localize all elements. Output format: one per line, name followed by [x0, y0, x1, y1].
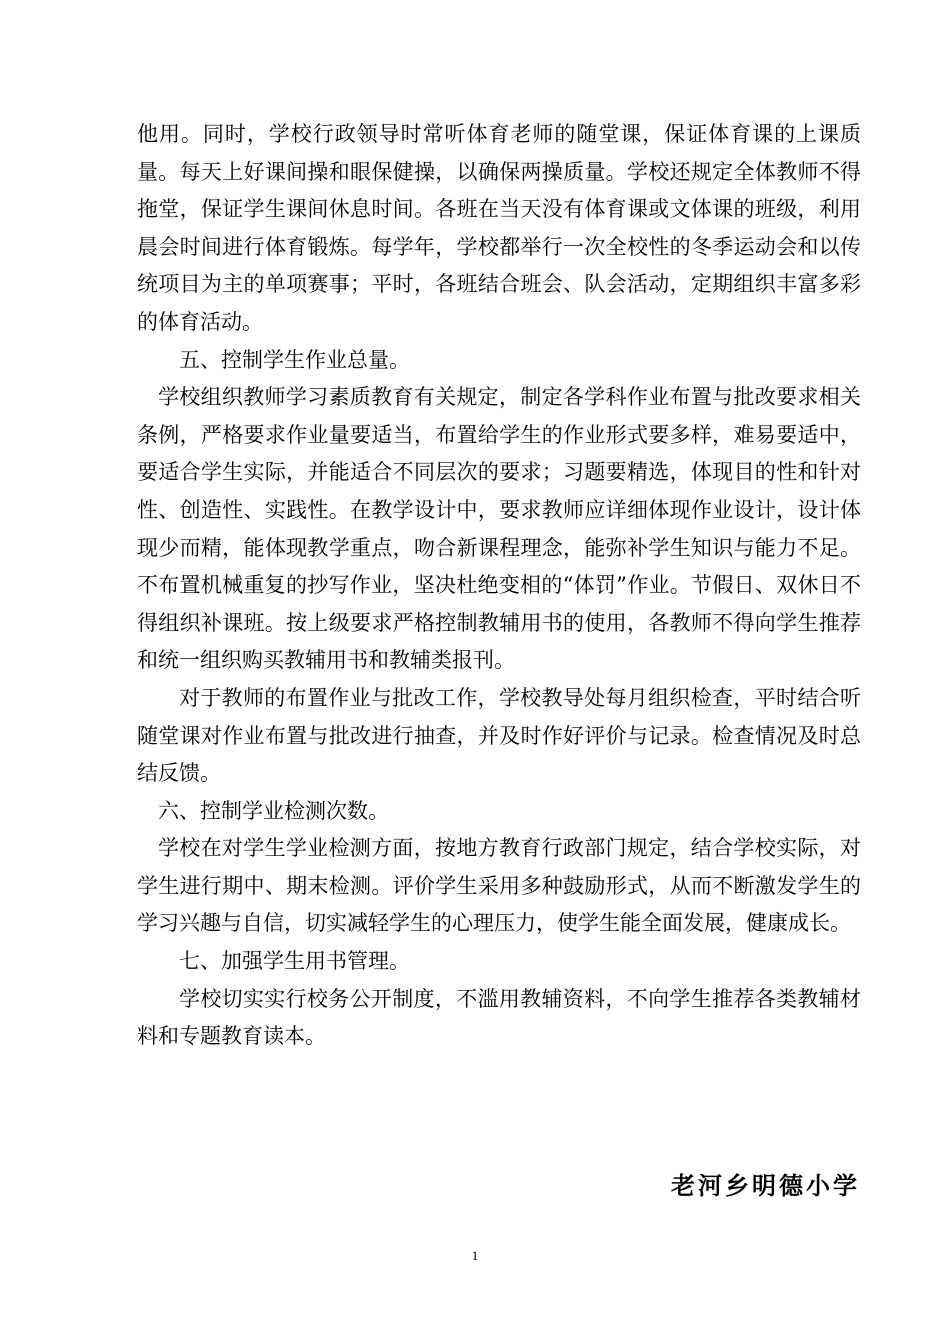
section-heading-testing: 六、控制学业检测次数。 — [158, 798, 389, 823]
paragraph-testing: 学校在对学生学业检测方面，按地方教育行政部门规定，结合学校实际，对学生进行期中、期末检测。评价学生采用多种鼓励形式，从而不断激发学生的学习兴趣与自信，切实减轻学生的心理压力，使学生能全面发展，健康成长。 — [137, 836, 861, 936]
page-number: 1 — [471, 1248, 479, 1263]
paragraph-homework-inspection: 对于教师的布置作业与批改工作，学校教导处每月组织检查，平时结合听随堂课对作业布置与批改进行抽查，并及时作好评价与记录。检查情况及时总结反馈。 — [137, 685, 861, 786]
paragraph-sports-activities: 他用。同时，学校行政领导时常听体育老师的随堂课，保证体育课的上课质量。每天上好课间操和眼保健操，以确保两操质量。学校还规定全体教师不得拖堂，保证学生课间休息时间。各班在当天没有体育课或文体课的班级，利用晨会时间进行体育锻炼。每学年，学校都举行一次全校性的冬季运动会和以传统项目为主的单项赛事；平时，各班结合班会、队会活动，定期组织丰富多彩的体育活动。 — [137, 122, 861, 334]
section-heading-homework: 五、控制学生作业总量。 — [179, 347, 410, 372]
paragraph-homework-rules: 学校组织教师学习素质教育有关规定，制定各学科作业布置与批改要求相关条例，严格要求作业量要适当，布置给学生的作业形式要多样，难易要适中，要适合学生实际，并能适合不同层次的要求；习题要精选，体现目的性和针对性、创造性、实践性。在教学设计中，要求教师应详细体现作业设计，设计体现少而精，能体现教学重点，吻合新课程理念，能弥补学生知识与能力不足。不布置机械重复的抄写作业，坚决杜绝变相的“体罚”作业。节假日、双休日不得组织补课班。按上级要求严格控制教辅用书的使用，各教师不得向学生推荐和统一组织购买教辅用书和教辅类报刊。 — [137, 385, 861, 673]
section-heading-books: 七、加强学生用书管理。 — [179, 949, 410, 974]
school-signature: 老河乡明德小学 — [671, 1172, 860, 1200]
document-body — [137, 116, 861, 1056]
paragraph-books: 学校切实实行校务公开制度，不滥用教辅资料，不向学生推荐各类教辅材料和专题教育读本。 — [137, 986, 861, 1049]
